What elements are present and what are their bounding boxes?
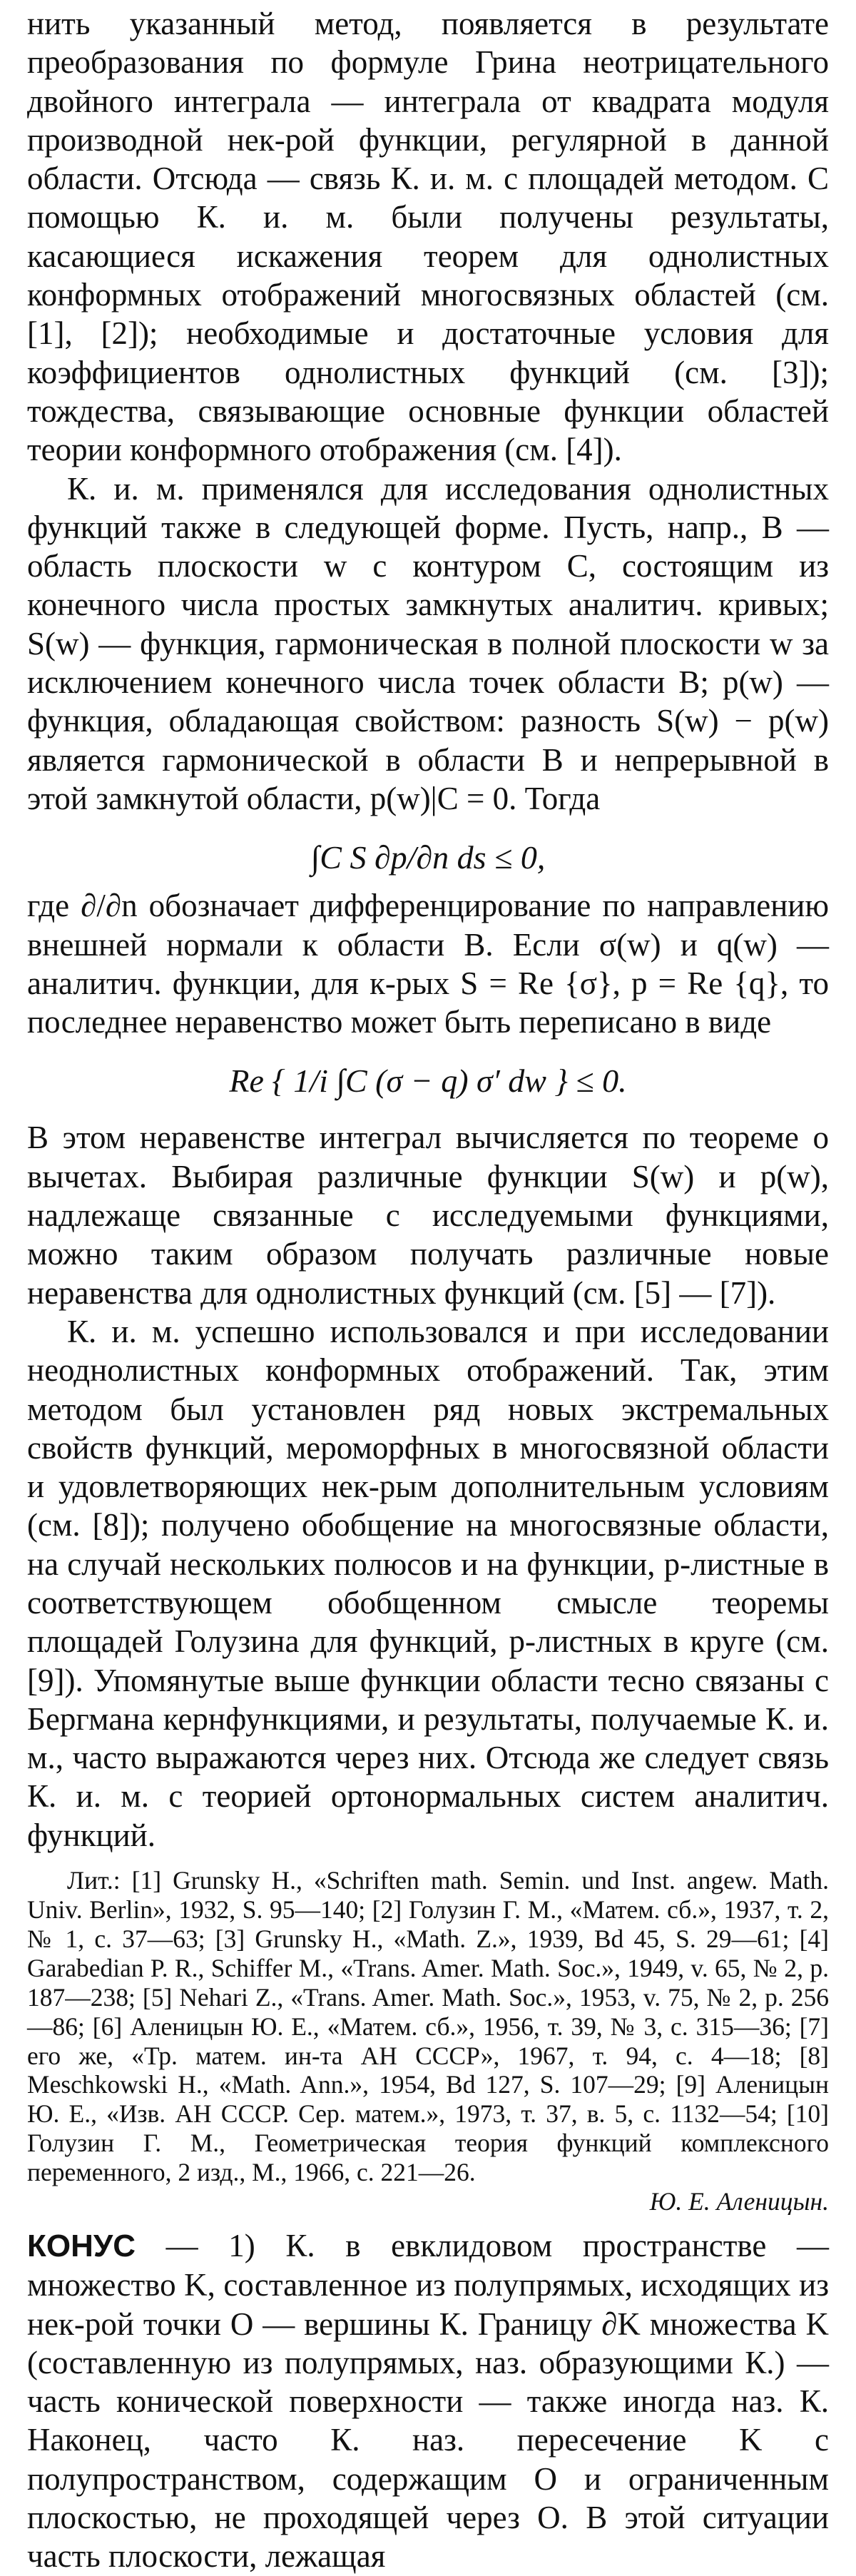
text-column bbox=[27, 4, 829, 2576]
paragraph-1: нить указанный метод, появляется в результате преобразования по формуле Грина неотрицательного двойного интеграла — интеграла от квадрата модуля производной нек-рой функции, регулярной в данной области. Отсюда — связь К. и. м. с площадей методом. С помощью К. и. м. были получены результаты, касающиеся искажения теорем для однолистных конформных отображений многосвязных областей (см. [1], [2]); необходимые и достаточные условия для коэффициентов однолистных функций (см. [3]); тождества, связывающие основные функции областей теории конформного отображения (см. [4]). bbox=[27, 6, 829, 468]
references: Лит.: [1] Grunsky H., «Schriften math. Semin. und Inst. angew. Math. Univ. Berlin», 1932, S. 95—140; [2] Голузин Г. М., «Матем. сб.», 1937, т. 2, № 1, с. 37—63; [3] Grunsky H., «Math. Z.», 1939, Bd 45, S. 29—61; [4] Garabedian P. R., Schiffer M., «Trans. Amer. Math. Soc.», 1949, v. 65, № 2, p. 187—238; [5] Nehari Z., «Trans. Amer. Math. Soc.», 1953, v. 75, № 2, p. 256—86; [6] Аленицын Ю. Е., «Матем. сб.», 1956, т. 39, № 3, с. 315—36; [7] его же, «Тр. матем. ин-та АН СССР», 1967, т. 94, с. 4—18; [8] Meschkowski H., «Math. Ann.», 1954, Bd 127, S. 107—29; [9] Аленицын Ю. Е., «Изв. АН СССР. Сер. матем.», 1973, т. 37, в. 5, с. 1132—54; [10] Голузин Г. М., Геометрическая теория функций комплексного переменного, 2 изд., М., 1966, с. 221—26. bbox=[27, 1866, 829, 2187]
entry-headword: КОНУС bbox=[27, 2228, 136, 2263]
paragraph-2: К. и. м. применялся для исследования однолистных функций также в следующей форме. Пусть, напр., B — область плоскости w с контуром C, состоящим из конечного числа простых замкнутых аналитич. кривых; S(w) — функция, гармоническая в полной плоскости w за исключением конечного числа точек области B; p(w) — функция, обладающая свойством: разность S(w) − p(w) является гармонической в области B и непрерывной в этой замкнутой области, p(w)|C = 0. Тогда bbox=[27, 470, 829, 816]
paragraph-3: где ∂/∂n обозначает дифференцирование по направлению внешней нормали к области B. Если σ(w) и q(w) — аналитич. функции, для к-рых S = Re {σ}, p = Re {q}, то последнее неравенство может быть переписано в виде bbox=[27, 888, 829, 1040]
paragraph-4: В этом неравенстве интеграл вычисляется по теореме о вычетах. Выбирая различные функции S(w) и p(w), надлежаще связанные с исследуемыми функциями, можно таким образом получать различные новые неравенства для однолистных функций (см. [5] — [7]). bbox=[27, 1120, 829, 1311]
author-signature: Ю. Е. Аленицын. bbox=[649, 2187, 829, 2216]
entry-text: — 1) К. в евклидовом пространстве — множество K, составленное из полупрямых, исходящих из нек-рой точки O — вершины К. Границу ∂K множества K (составленную из полупрямых, наз. образующими К.) — часть конической поверхности — также иногда наз. К. Наконец, часто К. наз. пересечение K с полупространством, содержащим O и ограниченным плоскостью, не проходящей через O. В этой ситуации часть плоскости, лежащая bbox=[27, 2227, 829, 2575]
formula-2: Re { 1/i ∫C (σ − q) σ′ dw } ≤ 0. bbox=[229, 1063, 627, 1100]
formula-1: ∫C S ∂p/∂n ds ≤ 0, bbox=[310, 839, 546, 876]
paragraph-5: К. и. м. успешно использовался и при исследовании неоднолистных конформных отображений. Так, этим методом был установлен ряд новых экстремальных свойств функций, мероморфных в многосвязной области и удовлетворяющих нек-рым дополнительным условиям (см. [8]); получено обобщение на многосвязные области, на случай нескольких полюсов и на функции, p-листные в соответствующем обобщенном смысле теоремы площадей Голузина для функций, p-листных в круге (см. [9]). Упомянутые выше функции области тесно связаны с Бергмана кернфункциями, и результаты, получаемые К. и. м., часто выражаются через них. Отсюда же следует связь К. и. м. с теорией ортонормальных систем аналитич. функций. bbox=[27, 1313, 829, 1853]
entry-konus bbox=[27, 2226, 829, 2576]
